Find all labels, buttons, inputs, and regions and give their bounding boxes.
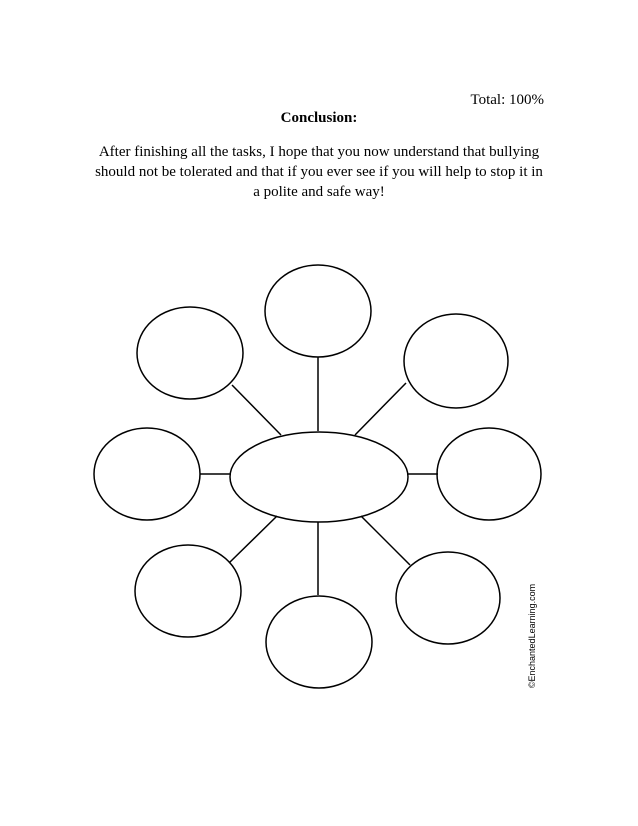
outer-bubble-bottom-left[interactable]	[135, 545, 241, 637]
center-bubble[interactable]	[230, 432, 408, 522]
outer-bubble-top-left[interactable]	[137, 307, 243, 399]
outer-bubble-bottom-right[interactable]	[396, 552, 500, 644]
outer-bubble-right[interactable]	[437, 428, 541, 520]
outer-bubble-bottom[interactable]	[266, 596, 372, 688]
outer-bubble-top[interactable]	[265, 265, 371, 357]
conclusion-heading: Conclusion:	[280, 110, 358, 126]
copyright-credit: ©EnchantedLearning.com	[527, 583, 537, 689]
total-score: Total: 100%	[470, 92, 544, 108]
outer-bubble-left[interactable]	[94, 428, 200, 520]
connector-top-right	[355, 383, 406, 435]
connector-bottom-left	[229, 516, 277, 563]
connector-top-left	[232, 385, 281, 435]
outer-bubble-top-right[interactable]	[404, 314, 508, 408]
connector-bottom-right	[361, 516, 410, 565]
conclusion-text: After finishing all the tasks, I hope that you now understand that bullying should not be tolerated and that if you ever see if you will help to stop it in a polite and safe way!	[95, 144, 543, 200]
